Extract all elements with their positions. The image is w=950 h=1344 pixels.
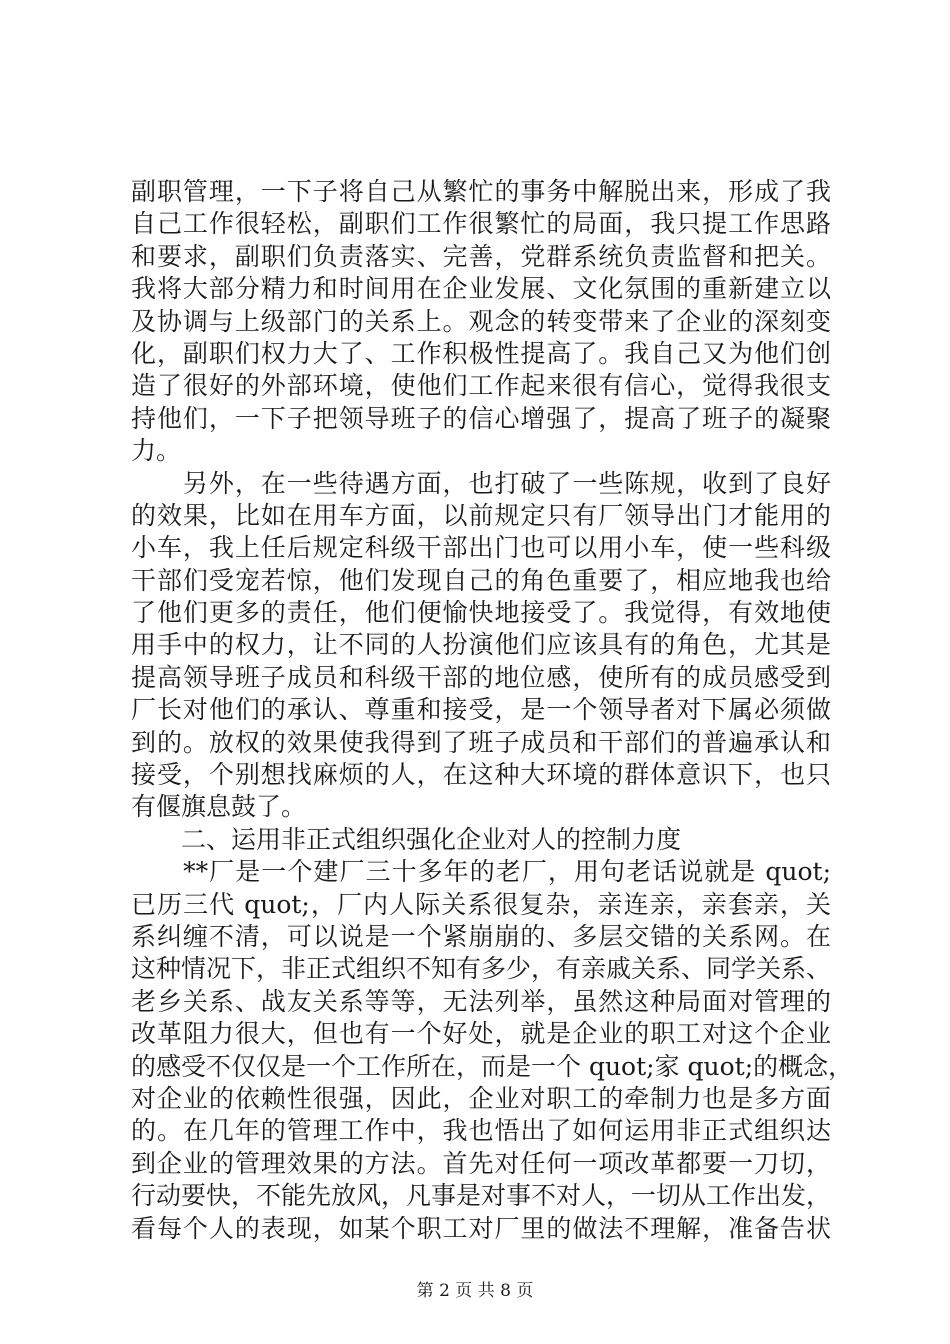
body-text xyxy=(131,176,854,1245)
section-heading: 二、运用非正式组织强化企业对人的控制力度 xyxy=(131,824,682,854)
text-line: 持他们，一下子把领导班子的信心增强了，提高了班子的凝聚 xyxy=(131,403,831,433)
text-line: 系纠缠不清，可以说是一个紧崩崩的、多层交错的关系网。在 xyxy=(131,921,831,951)
text-line: 对企业的依赖性很强，因此，企业对职工的牵制力也是多方面 xyxy=(131,1083,831,1113)
text-line: 看每个人的表现，如某个职工对厂里的做法不理解，准备告状 xyxy=(131,1213,831,1243)
text-line: 的。在几年的管理工作中，我也悟出了如何运用非正式组织达 xyxy=(131,1116,831,1146)
text-line: 老乡关系、战友关系等等，无法列举，虽然这种局面对管理的 xyxy=(131,986,831,1016)
text-line: 及协调与上级部门的关系上。观念的转变带来了企业的深刻变 xyxy=(131,306,831,336)
text-line: 我将大部分精力和时间用在企业发展、文化氛围的重新建立以 xyxy=(131,274,831,304)
text-line: 已历三代 quot;，厂内人际关系很复杂，亲连亲，亲套亲，关 xyxy=(131,889,831,919)
text-line: 的感受不仅仅是一个工作所在，而是一个 quot;家 quot;的概念， xyxy=(131,1051,854,1081)
text-line: 这种情况下，非正式组织不知有多少，有亲戚关系、同学关系、 xyxy=(131,954,832,984)
text-line: 改革阻力很大，但也有一个好处，就是企业的职工对这个企业 xyxy=(131,1019,831,1049)
text-line: **厂是一个建厂三十多年的老厂，用句老话说就是 quot; xyxy=(131,857,831,887)
text-line: 的效果，比如在用车方面，以前规定只有厂领导出门才能用的 xyxy=(131,500,831,530)
text-line: 厂长对他们的承认、尊重和接受，是一个领导者对下属必须做 xyxy=(131,695,831,725)
text-line: 接受，个别想找麻烦的人，在这种大环境的群体意识下，也只 xyxy=(131,760,831,790)
text-line: 和要求，副职们负责落实、完善，党群系统负责监督和把关。 xyxy=(131,241,831,271)
page-footer: 第 2 页 共 8 页 xyxy=(416,1281,534,1301)
text-line: 了他们更多的责任，他们便愉快地接受了。我觉得，有效地使 xyxy=(131,598,831,628)
text-line: 副职管理，一下子将自己从繁忙的事务中解脱出来，形成了我 xyxy=(131,177,831,206)
text-line: 造了很好的外部环境，使他们工作起来很有信心，觉得我很支 xyxy=(131,371,831,401)
text-line: 自己工作很轻松，副职们工作很繁忙的局面，我只提工作思路 xyxy=(131,209,831,239)
text-line: 化，副职们权力大了、工作积极性提高了。我自己又为他们创 xyxy=(131,338,831,368)
text-line: 提高领导班子成员和科级干部的地位感，使所有的成员感受到 xyxy=(131,662,831,692)
text-line: 力。 xyxy=(131,436,182,466)
text-line: 到的。放权的效果使我得到了班子成员和干部们的普遍承认和 xyxy=(131,727,831,757)
text-line: 到企业的管理效果的方法。首先对任何一项改革都要一刀切， xyxy=(131,1148,831,1178)
text-line: 行动要快，不能先放风，凡事是对事不对人，一切从工作出发， xyxy=(131,1181,832,1211)
text-line: 干部们受宠若惊，他们发现自己的角色重要了，相应地我也给 xyxy=(131,565,831,595)
text-line: 小车，我上任后规定科级干部出门也可以用小车，使一些科级 xyxy=(131,533,831,563)
text-line: 用手中的权力，让不同的人扮演他们应该具有的角色，尤其是 xyxy=(131,630,831,660)
text-line: 有偃旗息鼓了。 xyxy=(131,792,307,822)
text-line: 另外，在一些待遇方面，也打破了一些陈规，收到了良好 xyxy=(131,468,831,498)
